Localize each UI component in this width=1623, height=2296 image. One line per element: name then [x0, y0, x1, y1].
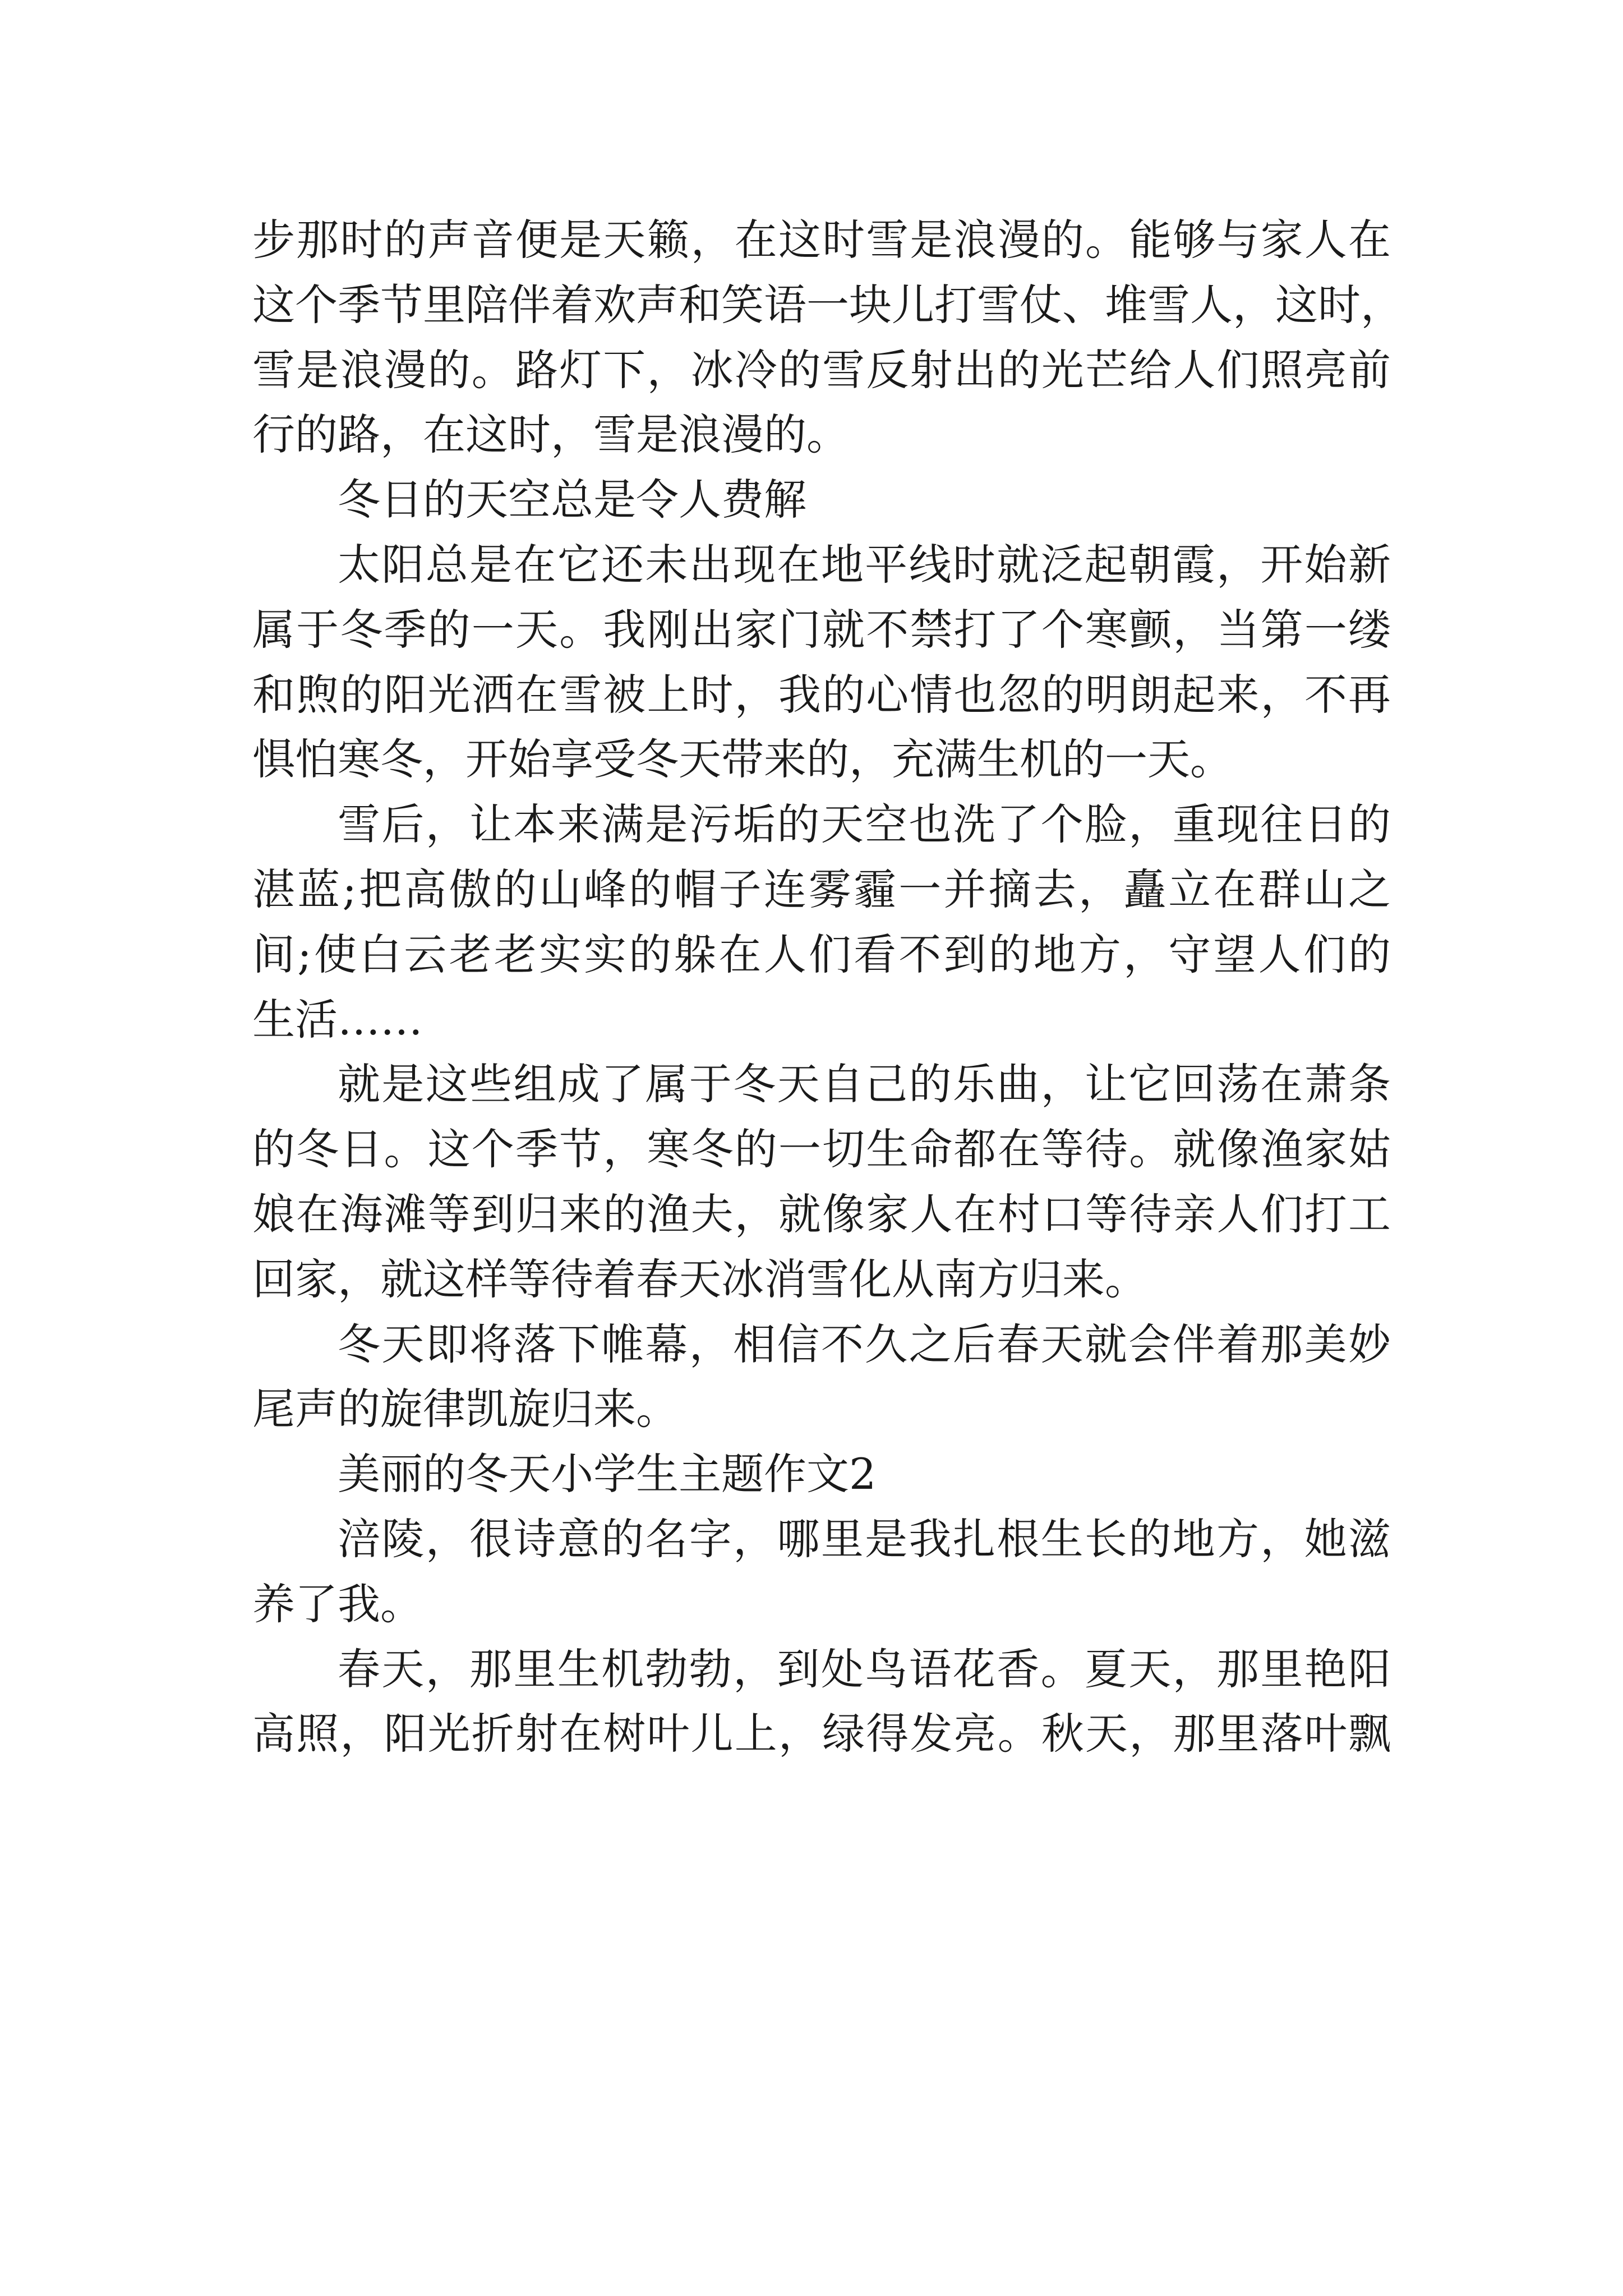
- text-line: 雪是浪漫的。路灯下，冰冷的雪反射出的光芒给人们照亮前: [252, 344, 1391, 395]
- text-line: 高照，阳光折射在树叶儿上，绿得发亮。秋天，那里落叶飘: [252, 1709, 1391, 1759]
- text-line: 尾声的旋律凯旋归来。: [252, 1384, 679, 1434]
- text-line: 涪陵，很诗意的名字，哪里是我扎根生长的地方，她滋: [338, 1513, 1391, 1564]
- text-line: 间;使白云老老实实的躲在人们看不到的地方，守望人们的: [252, 929, 1391, 979]
- text-line: 属于冬季的一天。我刚出家门就不禁打了个寒颤，当第一缕: [252, 604, 1391, 655]
- text-line: 养了我。: [252, 1579, 423, 1629]
- essay-body: [252, 208, 1403, 1766]
- text-line: 太阳总是在它还未出现在地平线时就泛起朝霞，开始新: [338, 539, 1391, 590]
- text-line: 这个季节里陪伴着欢声和笑语一块儿打雪仗、堆雪人，这时，: [252, 279, 1403, 330]
- text-line: 惧怕寒冬，开始享受冬天带来的，充满生机的一天。: [252, 734, 1233, 785]
- text-line: 娘在海滩等到归来的渔夫，就像家人在村口等待亲人们打工: [252, 1189, 1391, 1239]
- text-line: 行的路，在这时，雪是浪漫的。: [252, 409, 849, 460]
- text-line: 春天，那里生机勃勃，到处鸟语花香。夏天，那里艳阳: [338, 1644, 1391, 1694]
- text-line: 就是这些组成了属于冬天自己的乐曲，让它回荡在萧条: [338, 1059, 1391, 1110]
- text-line: 和煦的阳光洒在雪被上时，我的心情也忽的明朗起来，不再: [252, 669, 1391, 720]
- text-line: 雪后，让本来满是污垢的天空也洗了个脸，重现往日的: [338, 799, 1391, 850]
- text-line: 冬天即将落下帷幕，相信不久之后春天就会伴着那美妙: [338, 1319, 1391, 1369]
- text-line: 的冬日。这个季节，寒冬的一切生命都在等待。就像渔家姑: [252, 1124, 1391, 1175]
- section-heading: 冬日的天空总是令人费解: [338, 475, 806, 525]
- text-line: 步那时的声音便是天籁，在这时雪是浪漫的。能够与家人在: [252, 215, 1391, 265]
- text-line: 湛蓝;把高傲的山峰的帽子连雾霾一并摘去，矗立在群山之: [252, 864, 1391, 914]
- text-line: 生活……: [252, 994, 423, 1045]
- text-line: 回家，就这样等待着春天冰消雪化从南方归来。: [252, 1254, 1147, 1304]
- essay-title: 美丽的冬天小学生主题作文2: [338, 1449, 877, 1499]
